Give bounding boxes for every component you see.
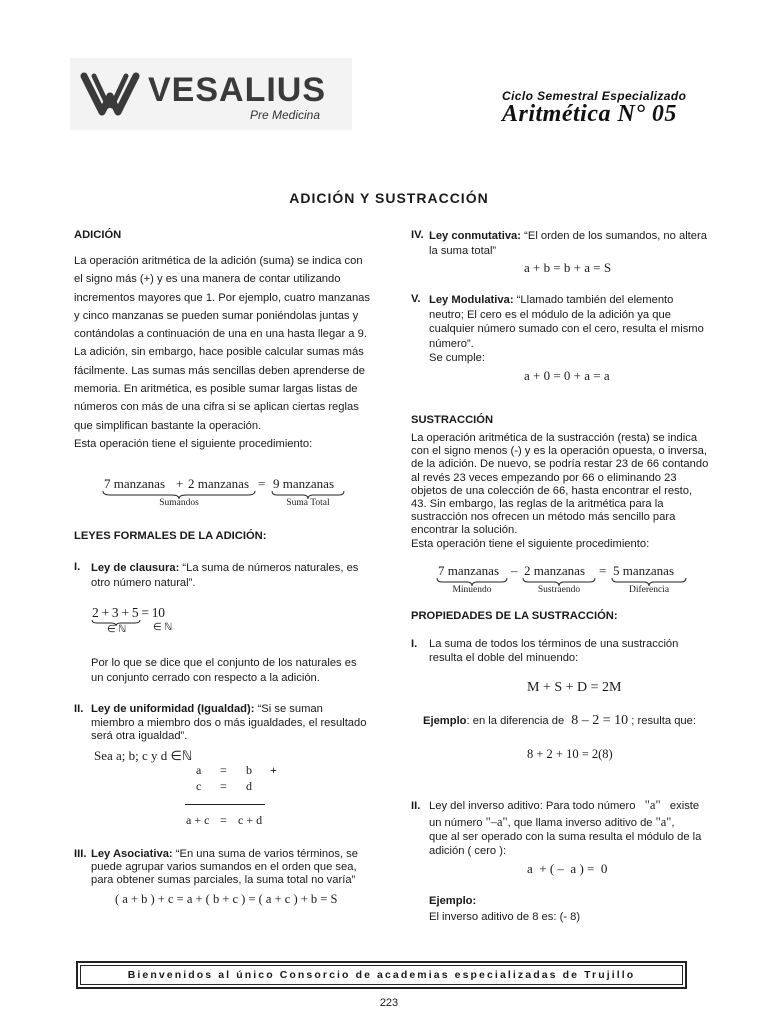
ley2-r3-eq: =: [220, 813, 227, 827]
p1-text: [429, 638, 714, 665]
adicion-line: que simplifican bastante la operación.: [74, 419, 262, 432]
ley5-cumple: Se cumple:: [429, 352, 485, 364]
brand-sub: Pre Medicina: [250, 108, 321, 122]
cycle-title: Ciclo Semestral Especializado: [502, 89, 687, 103]
ley1-title: Ley de clausura:: [91, 562, 180, 574]
ley1-body2: otro número natural”.: [91, 576, 196, 589]
sust-heading: SUSTRACCIÓN: [411, 414, 494, 426]
sust-line: Esta operación tiene el siguiente procedimiento:: [411, 537, 650, 550]
sust-line: 43. Sin embargo, las reglas de la aritmética para la: [411, 498, 664, 511]
ley2-r2-d: d: [246, 779, 252, 793]
sust-paragraph: [411, 432, 714, 551]
sust-line: con el signo menos (-) y es la operación opuesta, o inversa,: [411, 445, 708, 458]
ley3-body: “En una suma de varios términos, se: [175, 848, 358, 860]
p1-ej-res: 8 + 2 + 10 = 2(8): [527, 747, 613, 761]
ley1-after1: Por lo que se dice que el conjunto de los naturales es: [91, 657, 357, 669]
ley1-expr: 2 + 3 + 5 = 10: [92, 605, 165, 620]
ley3-num: III.: [74, 848, 87, 860]
eq1-label-total: Suma Total: [286, 498, 330, 508]
p1-body2: resulta el doble del minuendo:: [429, 651, 579, 664]
subject-title: Aritmética N° 05: [502, 101, 677, 127]
prop-heading: PROPIEDADES DE LA SUSTRACCIÓN:: [411, 610, 618, 622]
ley5-title: Ley Modulativa:: [429, 294, 514, 306]
ley1-body: “La suma de números naturales, es: [182, 562, 359, 574]
leyes-heading: LEYES FORMALES DE LA ADICIÓN:: [74, 530, 267, 542]
ley2-r2-eq: =: [220, 779, 227, 793]
ley2-row1: [190, 763, 290, 779]
ley2-body2: miembro a miembro dos o más igualdades, el resultado: [91, 716, 367, 729]
ley3-body3: para obtener sumas parciales, la suma total no varía”: [91, 874, 356, 886]
eq2: [434, 563, 694, 599]
ley5-expr: a + 0 = 0 + a = a: [524, 368, 610, 383]
p2-ej-text: El inverso aditivo de 8 es: (- 8): [429, 911, 581, 923]
sust-line: de la adición. De nuevo, se podría restar 23 de 66 contando: [411, 458, 709, 471]
p2-l2a: un número: [429, 816, 483, 829]
ley3-body2: puede agrupar varios sumandos en el orden que sea,: [91, 861, 357, 873]
p1-body: La suma de todos los términos de una sustracción: [429, 638, 679, 650]
p2-line1: [429, 798, 714, 815]
proc-intro: Esta operación tiene el siguiente procedimiento:: [74, 437, 313, 450]
p2-num: II.: [411, 800, 421, 812]
adicion-line: incrementos mayores que 1. Por ejemplo, cuatro manzanas: [74, 291, 370, 304]
ley5-num: V.: [411, 293, 421, 305]
p1-ej-tail: ; resulta que:: [631, 715, 696, 727]
eq2-eq: =: [599, 563, 607, 578]
sust-line: sustracción nos ofrecen un método más sencillo para: [411, 511, 676, 524]
ley2-row2: [190, 779, 290, 795]
ley2-r3-b: c + d: [238, 813, 263, 827]
p2-text: [429, 798, 714, 858]
p1-num: I.: [411, 638, 418, 650]
ley2-rule: [185, 804, 265, 805]
ley2-body3: será otra igualdad”.: [91, 730, 188, 743]
p2-line2: [429, 815, 714, 832]
ley4-expr: a + b = b + a = S: [524, 260, 612, 275]
sust-line: al revés 23 veces empezando por 66 o eliminando 23: [411, 471, 677, 484]
ley2-r1-plus: +: [270, 763, 277, 777]
adicion-heading: ADICIÓN: [74, 229, 122, 241]
adicion-line: La adición, sin embargo, hace posible calcular sumas más: [74, 346, 364, 359]
ley2-row3: [186, 813, 286, 829]
ley2-title: Ley de uniformidad (Igualdad):: [91, 703, 255, 715]
adicion-line: La operación aritmética de la adición (suma) se indica con: [74, 255, 363, 267]
eq2-a: 7 manzanas: [438, 563, 500, 578]
eq2-label-diferencia: Diferencia: [628, 585, 670, 595]
ley2-num: II.: [74, 703, 84, 715]
ley4-num: IV.: [411, 229, 424, 241]
p2-l4: adición ( cero ):: [429, 844, 507, 857]
p1-ej-expr: 8 – 2 = 10: [571, 713, 629, 728]
footer-banner: [76, 961, 687, 989]
adicion-line: y cinco manzanas se pueden sumar poniéndolas juntas y: [74, 309, 359, 322]
p2-body: Ley del inverso aditivo: Para todo número: [429, 800, 636, 812]
eq2-op: –: [511, 563, 518, 578]
eq2-c: 5 manzanas: [613, 563, 675, 578]
sust-line: La operación aritmética de la sustracción (resta) se indica: [411, 432, 698, 444]
adicion-line: números con más de una cifra si se aplican ciertas reglas: [74, 401, 359, 414]
p2-a: "a": [644, 798, 661, 812]
p2-na: "–a": [485, 814, 508, 829]
p2-l3: que al ser operado con la suma resulta el módulo de la: [429, 831, 702, 843]
eq1-c: 9 manzanas: [273, 476, 335, 491]
p2-end: existe: [669, 800, 700, 812]
vesalius-logo-icon: [80, 70, 140, 118]
ley5-body2: neutro; El cero es el módulo de la adición ya que: [429, 308, 671, 321]
page-title: ADICIÓN Y SUSTRACCIÓN: [289, 190, 489, 206]
ley5-body: “Llamado también del elemento: [516, 294, 674, 306]
adicion-line: memoria. En aritmética, es posible sumar largas listas de: [74, 383, 358, 396]
ley1-after2: un conjunto cerrado con respecto a la adición.: [91, 672, 320, 684]
ley5-text: [429, 293, 714, 366]
p1-expr: M + S + D = 2M: [527, 680, 622, 695]
ley2-r1-b: b: [246, 763, 252, 777]
p2-ej: Ejemplo:: [429, 895, 477, 907]
sust-line: encontrar la solución.: [411, 524, 518, 537]
ley2-r1-eq: =: [220, 763, 227, 777]
ley4-text: [429, 229, 714, 258]
eq1-a: 7 manzanas: [104, 476, 166, 491]
ley3-title: Ley Asociativa:: [91, 848, 173, 860]
adicion-line: contándolas a continuación de una en una hasta llegar a 9.: [74, 328, 367, 341]
ley4-title: Ley conmutativa:: [429, 230, 522, 242]
ley5-body3: cualquier número sumado con el cero, resulta el mismo: [429, 323, 704, 335]
logo: [70, 58, 352, 130]
p2-a2: "a": [655, 814, 672, 829]
adicion-line: fácilmente. Las sumas más sencillas deben aprenderse de: [74, 364, 366, 377]
eq1-label-sumandos: Sumandos: [159, 498, 199, 508]
ley2-sea: Sea a; b; c y d ∈ℕ: [94, 748, 193, 763]
ley2-text: [91, 703, 376, 744]
ley2-r1-a: a: [196, 763, 202, 777]
p1-ejemplo: [423, 714, 723, 728]
ley3-text: [91, 848, 376, 887]
adicion-line: el signo más (+) y es una manera de contar utilizando: [74, 273, 341, 286]
ley2-r2-c: c: [196, 779, 202, 793]
ley1-text: [91, 561, 376, 590]
ley2-body: “Si se suman: [257, 703, 323, 715]
eq2-label-sustraendo: Sustraendo: [537, 585, 581, 595]
p2-expr: a + ( – a ) = 0: [527, 861, 608, 876]
ley4-body2: la suma total”: [429, 244, 497, 257]
p2-l2c: ,: [671, 816, 675, 829]
ley2-r3-a: a + c: [186, 813, 210, 827]
eq1-op: +: [176, 476, 184, 491]
sust-line: objetos de una colección de 66, hasta encontrar el resto,: [411, 484, 693, 497]
eq2-label-minuendo: Minuendo: [452, 585, 492, 595]
brand-name: VESALIUS: [148, 71, 327, 109]
adicion-paragraph: [74, 252, 376, 453]
footer-banner-text: Bienvenidos al único Consorcio de academias especializadas de Trujillo: [127, 969, 636, 981]
ley1-in2: ∈ ℕ: [153, 622, 173, 633]
eq1-b: 2 manzanas: [188, 476, 250, 491]
p1-ej-label: Ejemplo: [423, 715, 467, 727]
eq1-eq: =: [258, 476, 266, 491]
ley1-after: [91, 656, 376, 686]
p2-l2b: , que llama inverso aditivo de: [507, 816, 653, 829]
ley4-body: “El orden de los sumandos, no altera: [524, 230, 707, 242]
p1-ej-text: : en la diferencia de: [466, 715, 565, 727]
ley1-num: I.: [74, 561, 81, 573]
eq1: [100, 476, 360, 512]
ley1-in: ∈ ℕ: [107, 624, 127, 635]
ley3-expr: ( a + b ) + c = a + ( b + c ) = ( a + c ) + b = S: [115, 892, 338, 906]
page-number: 223: [379, 997, 399, 1009]
ley5-body4: número”.: [429, 337, 474, 350]
eq2-b: 2 manzanas: [524, 563, 586, 578]
